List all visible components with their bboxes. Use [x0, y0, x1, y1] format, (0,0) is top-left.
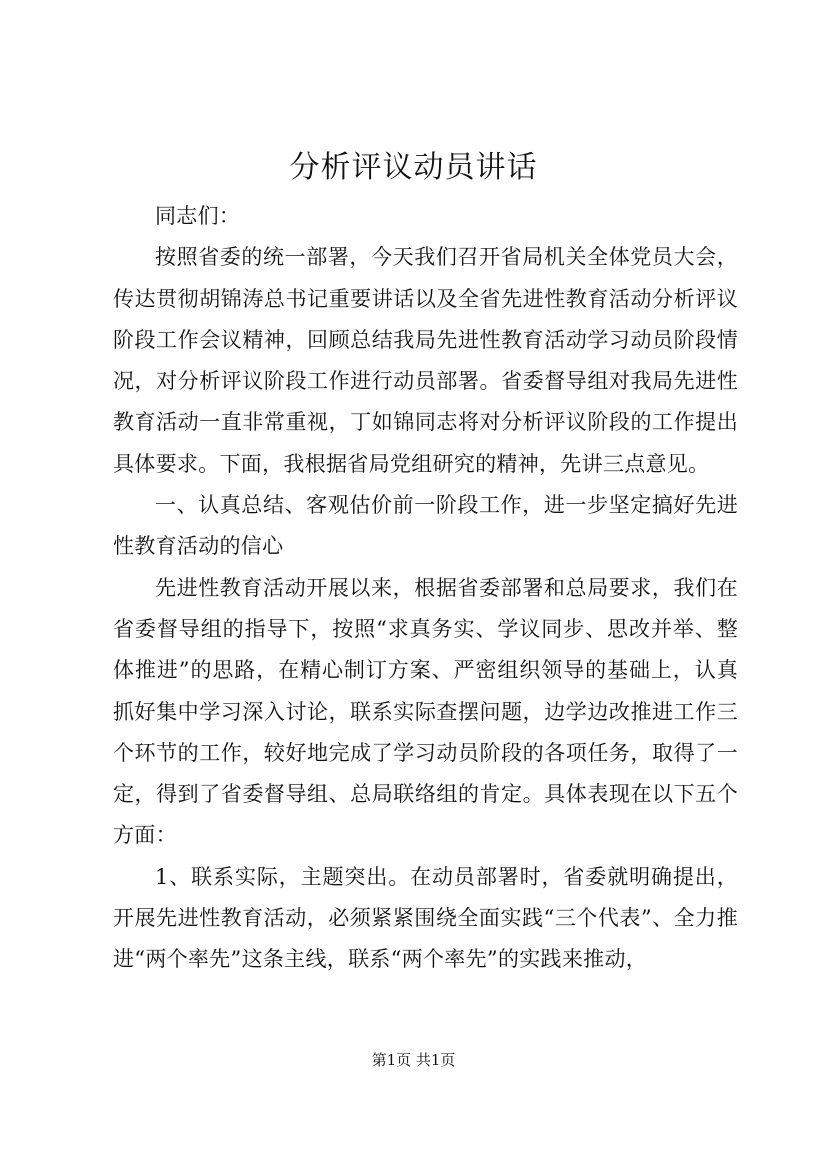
intro-paragraph: 按照省委的统一部署，今天我们召开省局机关全体党员大会，传达贯彻胡锦涛总书记重要讲话以及全省先进性教育活动分析评议阶段工作会议精神，回顾总结我局先进性教育活动学习动员阶段情况，对分析评议阶段工作进行动员部署。省委督导组对我局先进性教育活动一直非常重视，丁如锦同志将对分析评议阶段的工作提出具体要求。下面，我根据省局党组研究的精神，先讲三点意见。 [113, 245, 738, 476]
page-footer: 第1页 共1页 [371, 1051, 456, 1069]
summary-paragraph: 先进性教育活动开展以来，根据省委部署和总局要求，我们在省委督导组的指导下，按照“求真务实、学议同步、思改并举、整体推进”的思路，在精心制订方案、严密组织领导的基础上，认真抓好集中学习深入讨论，联系实际查摆问题，边学边改推进工作三个环节的工作，较好地完成了学习动员阶段的各项任务，取得了一定，得到了省委督导组、总局联络组的肯定。具体表现在以下五个方面： [113, 575, 738, 848]
point-one-paragraph: 1、联系实际，主题突出。在动员部署时，省委就明确提出，开展先进性教育活动，必须紧紧围绕全面实践“三个代表”、全力推进“两个率先”这条主线，联系“两个率先”的实践来推动， [113, 864, 738, 972]
section-heading-paragraph: 一、认真总结、客观估价前一阶段工作，进一步坚定搞好先进性教育活动的信心 [113, 493, 738, 559]
salutation-paragraph: 同志们： [155, 204, 241, 228]
document-body [113, 196, 738, 981]
document-title: 分析评议动员讲话 [289, 150, 538, 185]
